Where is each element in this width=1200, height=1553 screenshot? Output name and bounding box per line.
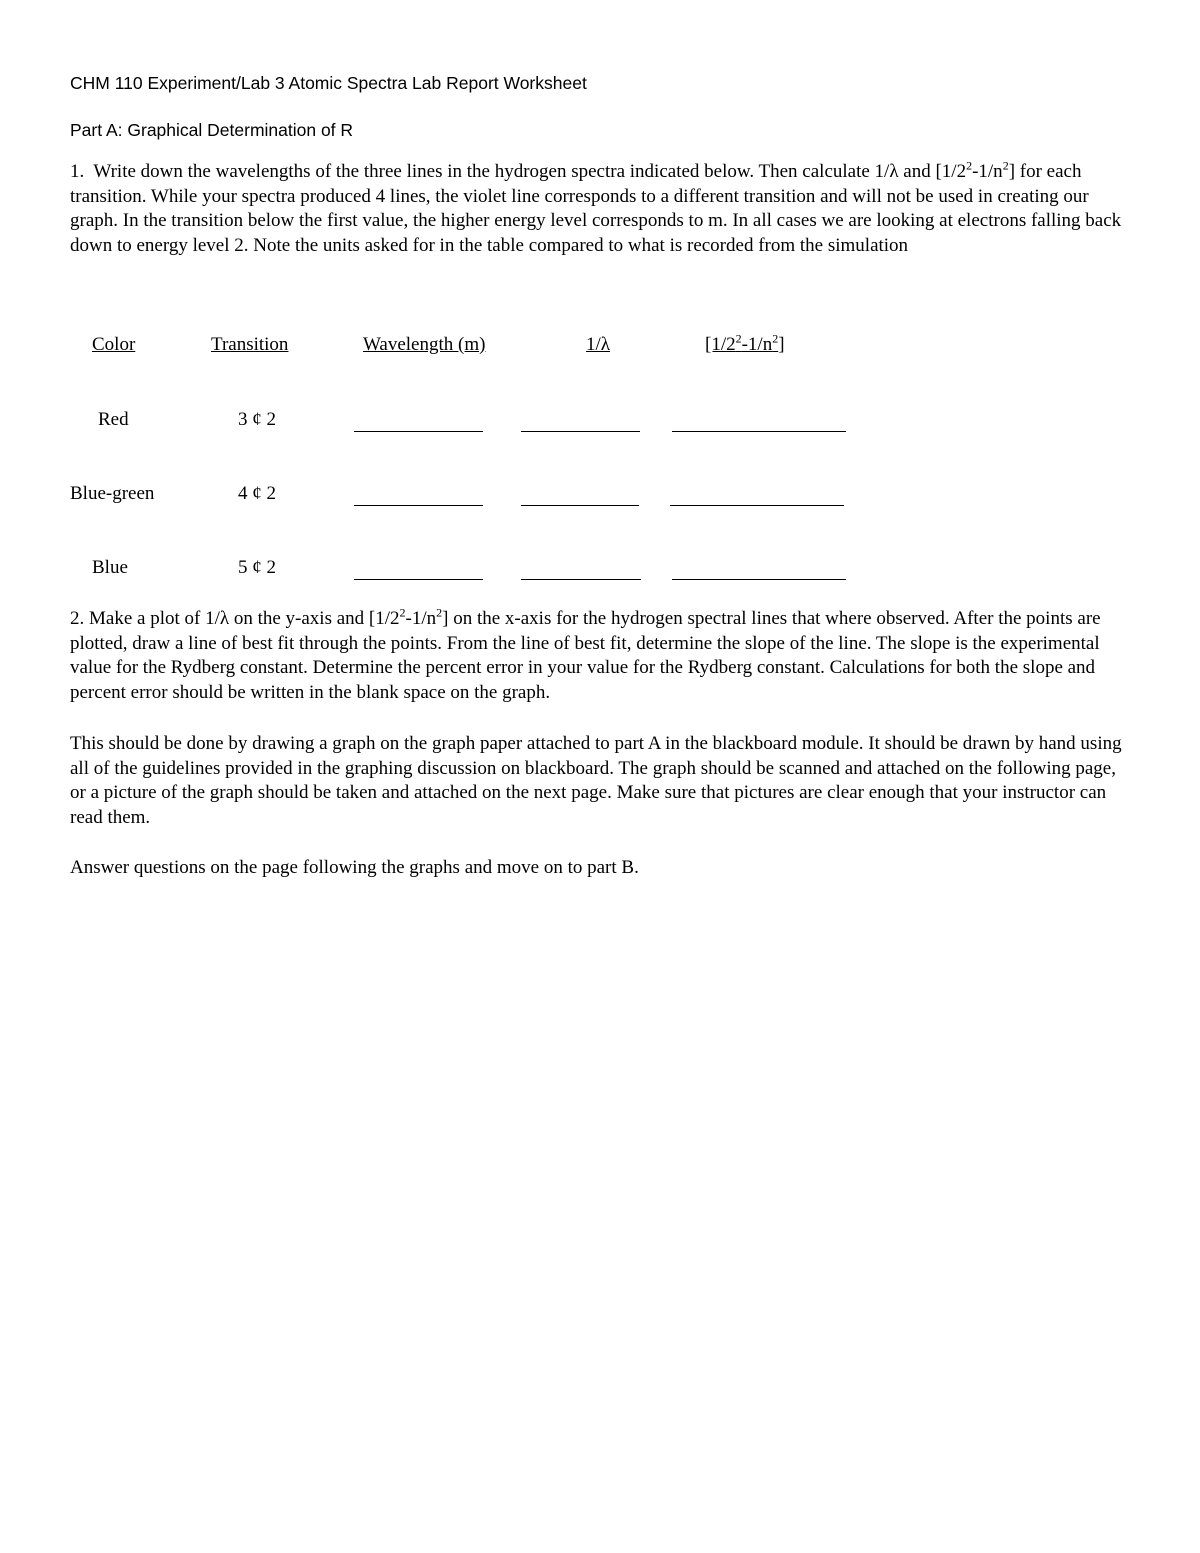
wavelength-blank[interactable]: [354, 579, 483, 580]
header-color: Color: [92, 334, 136, 355]
rydberg-term-blank[interactable]: [672, 579, 846, 580]
inverse-lambda-blank[interactable]: [521, 579, 641, 580]
wavelength-blank[interactable]: [354, 505, 483, 506]
rydberg-term-blank[interactable]: [670, 505, 844, 506]
question-1-number: 1.: [70, 161, 85, 182]
row-transition: 3 ¢ 2: [238, 409, 276, 430]
row-color: Red: [98, 409, 129, 430]
row-color: Blue: [92, 557, 128, 578]
header-rydberg-term: $[1/2^2-1/n^2]$: [705, 331, 785, 355]
worksheet-title: CHM 110 Experiment/Lab 3 Atomic Spectra Lab Report Worksheet: [70, 73, 587, 93]
question-1: 1. Write down the wavelengths of the three lines in the hydrogen spectra indicated below. Then calculate 1/λ and $[1/2^2-1/n^2]$ for each transition. While your spectra produced 4 lines, the violet line corresponds to a different transition and will not be used in creating our graph. In the transition below the first value, the higher energy level corresponds to m. In all cases we are looking at electrons falling back down to energy level 2. Note the units asked for in the table compared to what is recorded from the simulation: [70, 158, 1122, 256]
rydberg-term-blank[interactable]: [672, 431, 846, 432]
closing-instructions: Answer questions on the page following the graphs and move on to part B.: [70, 857, 639, 878]
row-color: Blue-green: [70, 483, 155, 504]
wavelength-blank[interactable]: [354, 431, 483, 432]
header-inverse-lambda: 1/λ: [586, 334, 610, 355]
part-a-heading: Part A: Graphical Determination of R: [70, 120, 354, 140]
header-wavelength: Wavelength (m): [363, 334, 486, 355]
header-transition: Transition: [211, 334, 289, 355]
inverse-lambda-blank[interactable]: [521, 431, 640, 432]
inverse-lambda-blank[interactable]: [521, 505, 639, 506]
question-2: 2. Make a plot of 1/λ on the y-axis and $[1/2^2-1/n^2]$ on the x-axis for the hydrogen spectral lines that where observed. After the points are plotted, draw a line of best fit through the points. From the line of best fit, determine the slope of the line. The slope is the experimental value for the Rydberg constant. Determine the percent error in your value for the Rydberg constant. Calculations for both the slope and percent error should be written in the blank space on the graph.: [70, 605, 1101, 703]
row-transition: 5 ¢ 2: [238, 557, 276, 578]
graph-instructions: This should be done by drawing a graph on the graph paper attached to part A in the blackboard module. It should be drawn by hand using all of the guidelines provided in the graphing discussion on blackboard. The graph should be scanned and attached on the following page, or a picture of the graph should be taken and attached on the next page. Make sure that pictures are clear enough that your instructor can read them.: [70, 733, 1122, 828]
row-transition: 4 ¢ 2: [238, 483, 276, 504]
